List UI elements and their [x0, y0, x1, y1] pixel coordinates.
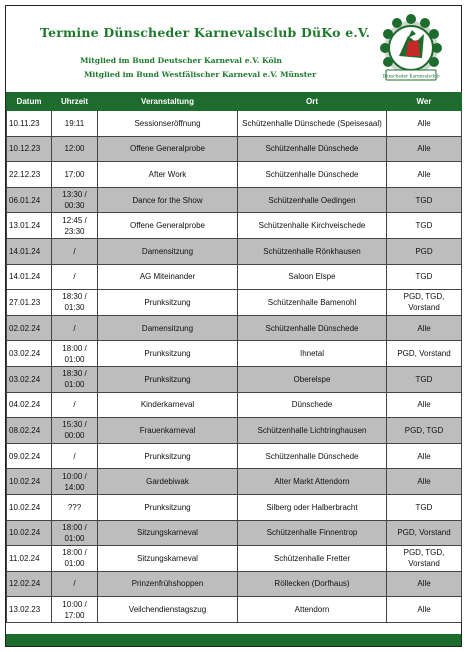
cell-uhrzeit	[52, 341, 98, 367]
cell-line: Alle	[417, 400, 431, 410]
cell-datum: 03.02.24	[7, 366, 52, 392]
table-row	[7, 213, 462, 239]
cell-line: 00:00	[64, 431, 85, 441]
cell-uhrzeit	[52, 546, 98, 572]
cell-uhrzeit	[52, 136, 98, 162]
cell-datum: 10.02.24	[7, 520, 52, 546]
cell-line: TGD	[415, 195, 433, 205]
cell-line: Alle	[417, 605, 431, 615]
cell-wer	[387, 187, 462, 213]
cell-line: /	[73, 451, 76, 461]
table-row	[7, 264, 462, 290]
cell-uhrzeit	[52, 111, 98, 137]
table-row	[7, 520, 462, 546]
cell-uhrzeit	[52, 315, 98, 341]
cell-veranstaltung: Prunksitzung	[98, 494, 238, 520]
cell-veranstaltung: Damensitzung	[98, 315, 238, 341]
cell-ort: Schützenhalle Dünschede	[238, 136, 387, 162]
cell-veranstaltung: AG Miteinander	[98, 264, 238, 290]
cell-wer	[387, 520, 462, 546]
cell-uhrzeit	[52, 494, 98, 520]
cell-uhrzeit	[52, 571, 98, 597]
cell-veranstaltung: Offene Generalprobe	[98, 213, 238, 239]
table-header-row	[7, 93, 462, 111]
cell-veranstaltung: Prunksitzung	[98, 366, 238, 392]
cell-line: 19:11	[64, 118, 85, 128]
table-row	[7, 494, 462, 520]
cell-datum: 10.02.24	[7, 494, 52, 520]
table-row	[7, 341, 462, 367]
cell-line: Vorstand	[408, 559, 440, 569]
cell-ort: Schützenhalle Oedingen	[238, 187, 387, 213]
cell-line: Vorstand	[408, 303, 440, 313]
cell-ort: Schützenhalle Dünschede (Speisesaal)	[238, 111, 387, 137]
cell-ort: Schützenhalle Dünschede	[238, 315, 387, 341]
table-row	[7, 418, 462, 444]
cell-line: 18:00 /	[62, 343, 87, 353]
cell-wer	[387, 392, 462, 418]
cell-line: Alle	[417, 144, 431, 154]
cell-line: ???	[67, 502, 82, 512]
cell-line: 01:00	[64, 380, 85, 390]
cell-line: 18:30 /	[62, 292, 87, 302]
cell-veranstaltung: Sessionseröffnung	[98, 111, 238, 137]
cell-wer	[387, 136, 462, 162]
cell-datum: 13.01.24	[7, 213, 52, 239]
table-row	[7, 469, 462, 495]
cell-datum: 02.02.24	[7, 315, 52, 341]
cell-datum: 09.02.24	[7, 443, 52, 469]
cell-ort: Silberg oder Halberbracht	[238, 494, 387, 520]
cell-uhrzeit	[52, 597, 98, 623]
table-row	[7, 162, 462, 188]
cell-line: 18:00 /	[62, 522, 87, 532]
cell-datum: 12.02.24	[7, 571, 52, 597]
cell-wer	[387, 315, 462, 341]
cell-line: Alle	[417, 579, 431, 589]
table-row	[7, 187, 462, 213]
cell-wer	[387, 341, 462, 367]
cell-veranstaltung: Sitzungskarneval	[98, 520, 238, 546]
club-logo-icon	[378, 12, 444, 84]
cell-wer	[387, 443, 462, 469]
cell-line: Alle	[417, 323, 431, 333]
column-header-uhrzeit: Uhrzeit	[52, 93, 98, 111]
cell-datum: 10.12.23	[7, 136, 52, 162]
cell-uhrzeit	[52, 213, 98, 239]
cell-wer	[387, 162, 462, 188]
svg-text:Dünscheder Karnevalsclub: Dünscheder Karnevalsclub	[382, 73, 440, 79]
cell-line: PGD, Vorstand	[397, 349, 451, 359]
cell-line: 01:00	[64, 533, 85, 543]
cell-line: 00:30	[64, 201, 85, 211]
cell-datum: 14.01.24	[7, 264, 52, 290]
cell-wer	[387, 418, 462, 444]
cell-datum: 03.02.24	[7, 341, 52, 367]
table-row	[7, 290, 462, 316]
cell-veranstaltung: Sitzungskarneval	[98, 546, 238, 572]
cell-line: 17:00	[64, 169, 85, 179]
cell-line: 12:00	[64, 144, 85, 154]
cell-line: TGD	[415, 374, 433, 384]
cell-line: 10:00 /	[62, 599, 87, 609]
cell-line: /	[73, 246, 76, 256]
column-header-veranstaltung: Veranstaltung	[98, 93, 238, 111]
cell-ort: Schützenhalle Kirchveischede	[238, 213, 387, 239]
cell-uhrzeit	[52, 162, 98, 188]
membership-line-1: Mitglied im Bund Deutscher Karneval e.V. Köln	[80, 56, 282, 65]
cell-line: 01:00	[64, 354, 85, 364]
cell-datum: 22.12.23	[7, 162, 52, 188]
cell-veranstaltung: Gardebiwak	[98, 469, 238, 495]
cell-uhrzeit	[52, 238, 98, 264]
cell-datum: 10.02.24	[7, 469, 52, 495]
cell-veranstaltung: Kinderkarneval	[98, 392, 238, 418]
cell-line: TGD	[415, 221, 433, 231]
cell-line: PGD, TGD,	[403, 292, 445, 302]
cell-line: PGD, TGD,	[403, 548, 445, 558]
cell-datum: 13.02.23	[7, 597, 52, 623]
cell-ort: Schützenhalle Rönkhausen	[238, 238, 387, 264]
footer-bar	[6, 634, 461, 646]
cell-line: /	[73, 272, 76, 282]
cell-ort: Ihnetal	[238, 341, 387, 367]
events-table	[6, 92, 462, 623]
column-header-ort: Ort	[238, 93, 387, 111]
table-row	[7, 392, 462, 418]
cell-line: Alle	[417, 118, 431, 128]
cell-ort: Schützenhalle Finnentrop	[238, 520, 387, 546]
cell-line: TGD	[415, 502, 433, 512]
column-header-wer: Wer	[387, 93, 462, 111]
cell-wer	[387, 238, 462, 264]
cell-veranstaltung: Offene Generalprobe	[98, 136, 238, 162]
cell-ort: Schützenhalle Dünschede	[238, 162, 387, 188]
cell-line: /	[73, 323, 76, 333]
cell-wer	[387, 366, 462, 392]
cell-datum: 11.02.24	[7, 546, 52, 572]
cell-veranstaltung: Prinzenfrühshoppen	[98, 571, 238, 597]
cell-veranstaltung: After Work	[98, 162, 238, 188]
cell-datum: 06.01.24	[7, 187, 52, 213]
membership-line-2: Mitglied im Bund Westfälischer Karneval e.V. Münster	[84, 70, 317, 79]
cell-wer	[387, 546, 462, 572]
cell-line: 01:30	[64, 303, 85, 313]
cell-veranstaltung: Damensitzung	[98, 238, 238, 264]
document-header	[6, 6, 461, 92]
table-row	[7, 136, 462, 162]
cell-line: 23:30	[64, 226, 85, 236]
cell-ort: Schützenhalle Lichtringhausen	[238, 418, 387, 444]
cell-line: Alle	[417, 477, 431, 487]
cell-uhrzeit	[52, 469, 98, 495]
cell-uhrzeit	[52, 264, 98, 290]
cell-line: 01:00	[64, 559, 85, 569]
cell-line: 15:30 /	[62, 420, 87, 430]
table-row	[7, 571, 462, 597]
cell-line: 18:30 /	[62, 369, 87, 379]
table-row	[7, 546, 462, 572]
cell-ort: Schützenhalle Bamenohl	[238, 290, 387, 316]
cell-line: 14:00	[64, 482, 85, 492]
cell-line: PGD, TGD	[404, 425, 444, 435]
cell-uhrzeit	[52, 520, 98, 546]
cell-line: /	[73, 579, 76, 589]
cell-uhrzeit	[52, 418, 98, 444]
cell-datum: 14.01.24	[7, 238, 52, 264]
cell-wer	[387, 111, 462, 137]
document-page	[5, 5, 462, 647]
cell-datum: 27.01.23	[7, 290, 52, 316]
cell-line: 12:45 /	[62, 215, 87, 225]
cell-uhrzeit	[52, 392, 98, 418]
cell-wer	[387, 264, 462, 290]
table-row	[7, 443, 462, 469]
cell-ort: Schützenhalle Dünschede	[238, 443, 387, 469]
cell-datum: 04.02.24	[7, 392, 52, 418]
cell-uhrzeit	[52, 290, 98, 316]
cell-ort: Röllecken (Dorfhaus)	[238, 571, 387, 597]
cell-wer	[387, 469, 462, 495]
cell-line: TGD	[415, 272, 433, 282]
cell-ort: Oberelspe	[238, 366, 387, 392]
table-row	[7, 238, 462, 264]
cell-line: PGD, Vorstand	[397, 528, 451, 538]
cell-datum: 08.02.24	[7, 418, 52, 444]
cell-veranstaltung: Prunksitzung	[98, 443, 238, 469]
cell-wer	[387, 597, 462, 623]
cell-veranstaltung: Prunksitzung	[98, 290, 238, 316]
cell-veranstaltung: Frauenkarneval	[98, 418, 238, 444]
cell-wer	[387, 494, 462, 520]
table-row	[7, 315, 462, 341]
table-row	[7, 597, 462, 623]
cell-line: 18:00 /	[62, 548, 87, 558]
cell-ort: Saloon Elspe	[238, 264, 387, 290]
cell-wer	[387, 290, 462, 316]
cell-line: 13:30 /	[62, 190, 87, 200]
cell-line: 10:00 /	[62, 471, 87, 481]
cell-veranstaltung: Dance for the Show	[98, 187, 238, 213]
cell-line: /	[73, 400, 76, 410]
cell-uhrzeit	[52, 443, 98, 469]
cell-ort: Dünschede	[238, 392, 387, 418]
cell-line: 17:00	[64, 610, 85, 620]
cell-veranstaltung: Prunksitzung	[98, 341, 238, 367]
cell-uhrzeit	[52, 366, 98, 392]
cell-ort: Attendorn	[238, 597, 387, 623]
cell-line: Alle	[417, 451, 431, 461]
cell-ort: Schützenhalle Fretter	[238, 546, 387, 572]
cell-veranstaltung: Veilchendienstagszug	[98, 597, 238, 623]
cell-datum: 10.11.23	[7, 111, 52, 137]
cell-wer	[387, 213, 462, 239]
page-title: Termine Dünscheder Karnevalsclub DüKo e.V.	[40, 25, 371, 40]
cell-ort: Alter Markt Attendorn	[238, 469, 387, 495]
cell-uhrzeit	[52, 187, 98, 213]
cell-wer	[387, 571, 462, 597]
table-row	[7, 366, 462, 392]
cell-line: Alle	[417, 169, 431, 179]
table-row	[7, 111, 462, 137]
column-header-datum: Datum	[7, 93, 52, 111]
cell-line: PGD	[415, 246, 433, 256]
